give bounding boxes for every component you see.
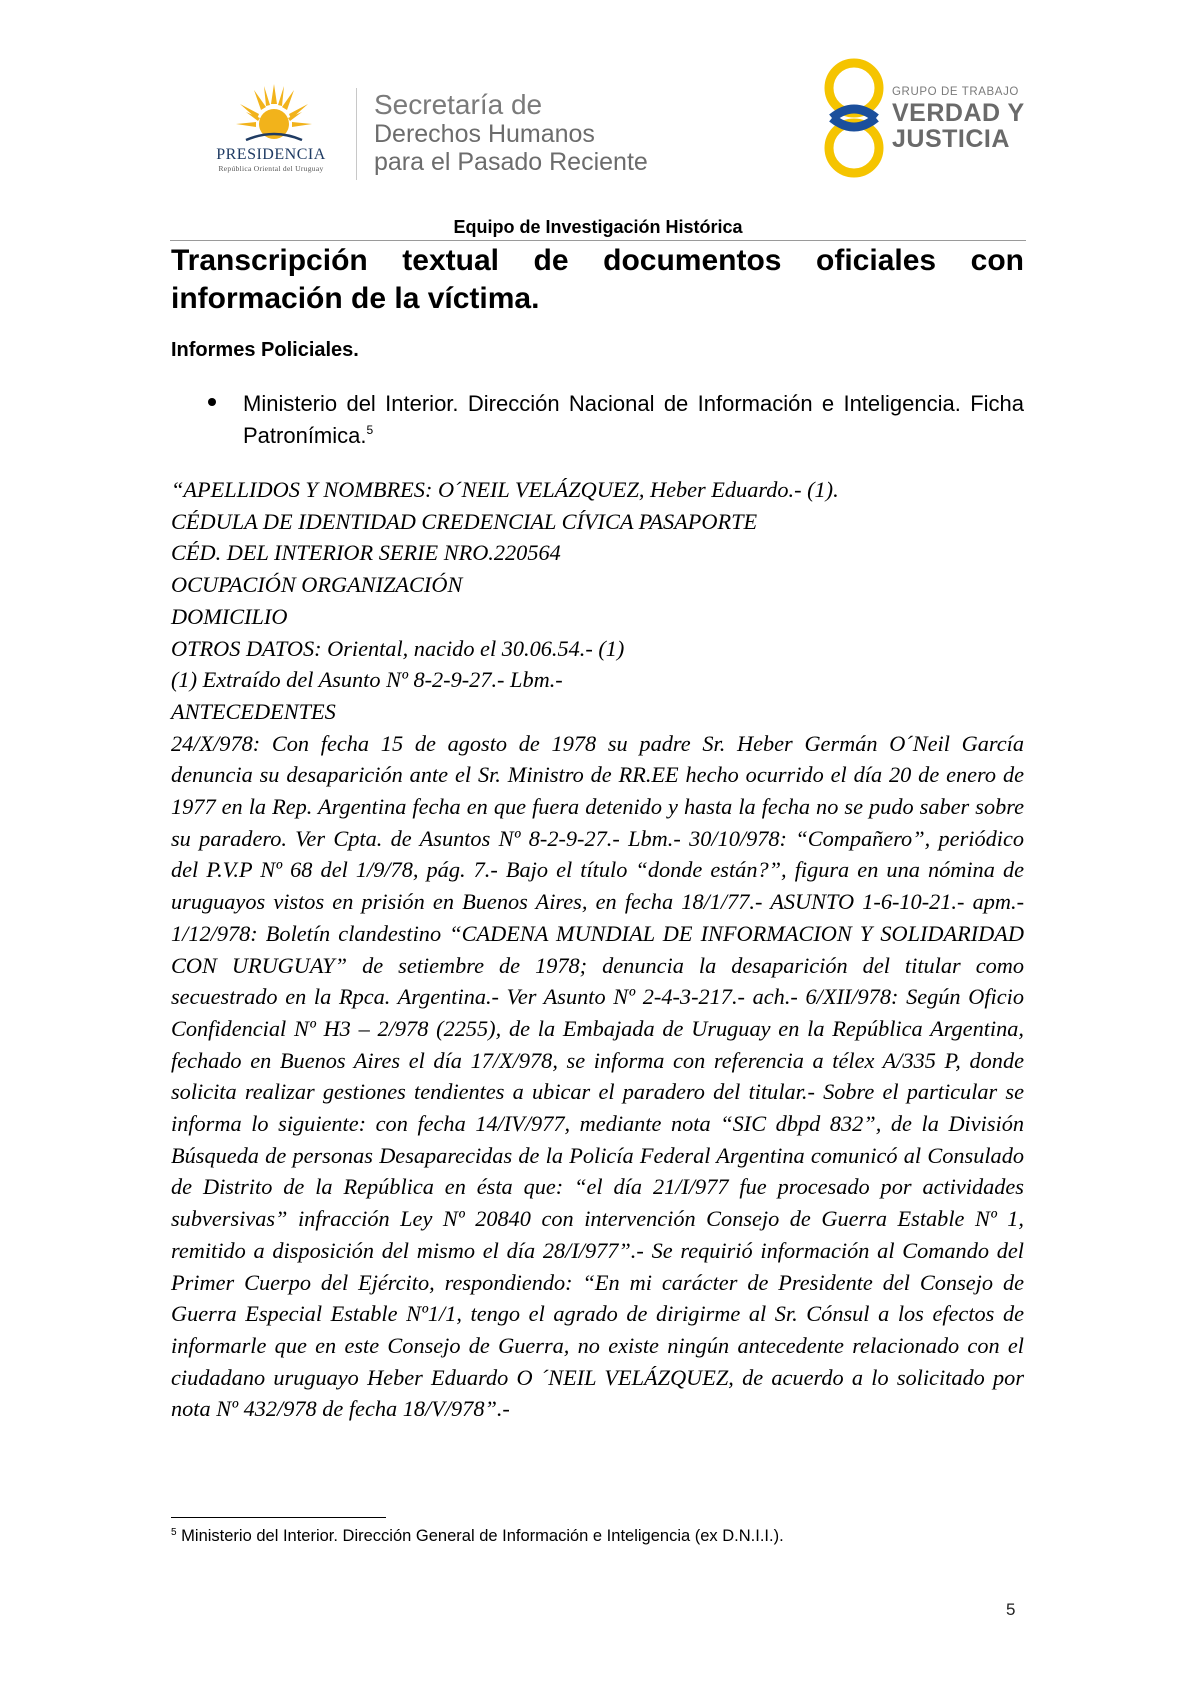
bullet-item	[243, 388, 1024, 452]
transcript-paragraph: 24/X/978: Con fecha 15 de agosto de 1978 su padre Sr. Heber Germán O´Neil García denuncia su desaparición ante el Sr. Ministro de RR.EE hecho ocurrido el día 20 de enero de 1977 en la Rep. Argentina fecha en que fuera detenido y hasta la fecha no se pudo saber sobre su paradero. Ver Cpta. de Asuntos Nº 8-2-9-27.- Lbm.- 30/10/978: “Compañero”, periódico del P.V.P Nº 68 del 1/9/78, pág. 7.- Bajo el título “donde están?”, figura en una nómina de uruguayos vistos en prisión en Buenos Aires, en fecha 18/1/77.- ASUNTO 1-6-10-21.- apm.- 1/12/978: Boletín clandestino “CADENA MUNDIAL DE INFORMACION Y SOLIDARIDAD CON URUGUAY” de setiembre de 1978; denuncia la desaparición del titular como secuestrado en la Rpca. Argentina.- Ver Asunto Nº 2-4-3-217.- ach.- 6/XII/978: Según Oficio Confidencial Nº H3 – 2/978 (2255), de la Embajada de Uruguay en la República Argentina, fechado en Buenos Aires el día 17/X/978, se informa con referencia a télex A/335 P, donde solicita realizar gestiones tendientes a ubicar el paradero del titular.- Sobre el particular se informa lo siguiente: con fecha 14/IV/977, mediante nota “SIC dbpd 832”, de la División Búsqueda de personas Desaparecidas de la Policía Federal Argentina comunicó al Consulado de Distrito de la República en ésta que: “el día 21/I/977 fue procesado por actividades subversivas” infracción Ley Nº 20840 con intervención Consejo de Guerra Estable Nº 1, remitido a disposición del mismo el día 28/I/977”.- Se requirió información al Comando del Primer Cuerpo del Ejército, respondiendo: “En mi carácter de Presidente del Consejo de Guerra Especial Estable Nº1/1, tengo el agrado de dirigirme al Sr. Cónsul a los efectos de informarle que en este Consejo de Guerra, no existe ningún antecedente relacionado con el ciudadano uruguayo Heber Eduardo O ´NEIL VELÁZQUEZ, de acuerdo a lo solicitado por nota Nº 432/978 de fecha 18/V/978”.-	[171, 730, 1024, 1422]
grupo-line-2	[892, 100, 1025, 152]
footnote-reference[interactable]: 5	[366, 423, 374, 437]
page-number: 5	[1006, 1600, 1016, 1619]
transcript-line: CÉD. DEL INTERIOR SERIE NRO.220564	[171, 540, 561, 566]
bullet-icon	[208, 398, 216, 406]
footnote-separator	[171, 1517, 386, 1518]
transcript-line: CÉDULA DE IDENTIDAD CREDENCIAL CÍVICA PASAPORTE	[171, 508, 758, 534]
secretaria-line-2: Derechos Humanos	[374, 120, 595, 148]
presidencia-subtitle: República Oriental del Uruguay	[218, 164, 324, 173]
page-title: Transcripción textual de documentos oficiales con información de la víctima.	[171, 244, 1024, 315]
grupo-line-2-text: VERDAD Y	[892, 99, 1025, 127]
header-divider	[356, 88, 357, 180]
transcript-line: “APELLIDOS Y NOMBRES: O´NEIL VELÁZQUEZ, Heber Eduardo.- (1).	[171, 477, 839, 502]
grupo-line-3-text: JUSTICIA	[892, 125, 1010, 153]
secretaria-title	[374, 90, 648, 176]
bullet-item-text: Ministerio del Interior. Dirección Nacional de Información e Inteligencia. Ficha Patronímica.	[243, 391, 1024, 448]
transcript-line: ANTECEDENTES	[171, 698, 336, 724]
verdad-justicia-logo	[820, 56, 1050, 181]
transcript-line: OCUPACIÓN ORGANIZACIÓN	[171, 572, 463, 598]
footnote-number: 5	[171, 1527, 177, 1538]
footnote-text: Ministerio del Interior. Dirección General de Información e Inteligencia (ex D.N.I.I.).	[181, 1527, 784, 1545]
header-rule	[170, 240, 1026, 241]
secretaria-line-3: para el Pasado Reciente	[374, 148, 648, 176]
secretaria-line-1: Secretaría de	[374, 89, 543, 120]
team-heading: Equipo de Investigación Histórica	[453, 217, 743, 237]
presidencia-logo	[196, 84, 346, 179]
section-subtitle: Informes Policiales.	[171, 339, 359, 361]
sun-icon	[236, 84, 312, 148]
rings-icon	[820, 56, 888, 181]
transcript-line: DOMICILIO	[171, 603, 288, 629]
footnote	[171, 1526, 784, 1546]
transcript-block	[171, 474, 1024, 1425]
presidencia-name: PRESIDENCIA	[216, 146, 326, 163]
transcript-line: (1) Extraído del Asunto Nº 8-2-9-27.- Lbm.-	[171, 667, 563, 693]
grupo-line-1: GRUPO DE TRABAJO	[892, 86, 1019, 98]
transcript-line: OTROS DATOS: Oriental, nacido el 30.06.54.- (1)	[171, 635, 625, 661]
